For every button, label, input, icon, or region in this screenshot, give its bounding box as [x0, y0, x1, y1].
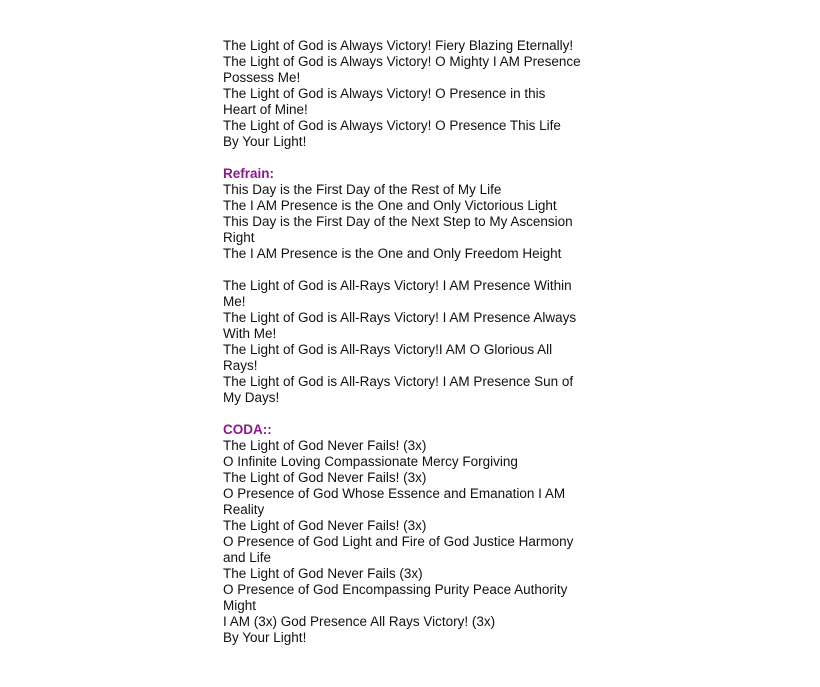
lyric-line: O Infinite Loving Compassionate Mercy Forgiving — [223, 454, 518, 469]
lyric-line: Might — [223, 598, 257, 613]
lyric-line: O Presence of God Encompassing Purity Peace Authority — [223, 582, 568, 597]
lyric-line: The Light of God is All-Rays Victory! I AM Presence Always — [223, 310, 577, 325]
lyric-line: The Light of God is Always Victory! O Presence in this — [223, 86, 546, 101]
lyric-line: Reality — [223, 502, 265, 517]
lyric-line: The Light of God is All-Rays Victory! I AM Presence Within — [223, 278, 572, 293]
coda-section — [223, 422, 603, 646]
lyric-line: The Light of God Never Fails (3x) — [223, 566, 423, 581]
lyric-line: Rays! — [223, 358, 258, 373]
stanza-gap — [223, 406, 603, 422]
lyric-line: Heart of Mine! — [223, 102, 308, 117]
lyric-line: The Light of God Never Fails! (3x) — [223, 470, 427, 485]
lyric-line: The Light of God is Always Victory! O Presence This Life — [223, 118, 561, 133]
lyric-line: With Me! — [223, 326, 277, 341]
lyric-line: The Light of God is All-Rays Victory!I AM O Glorious All — [223, 342, 553, 357]
lyric-line: The Light of God Never Fails! (3x) — [223, 518, 427, 533]
lyric-line: The I AM Presence is the One and Only Victorious Light — [223, 198, 557, 213]
lyrics-document — [223, 38, 603, 646]
lyric-line: By Your Light! — [223, 134, 307, 149]
stanza-2 — [223, 278, 603, 406]
lyric-line: The I AM Presence is the One and Only Freedom Height — [223, 246, 562, 261]
lyric-line: The Light of God Never Fails! (3x) — [223, 438, 427, 453]
stanza-gap — [223, 262, 603, 278]
lyric-line: and Life — [223, 550, 272, 565]
lyric-line: I AM (3x) God Presence All Rays Victory! (3x) — [223, 614, 496, 629]
lyric-line: This Day is the First Day of the Next Step to My Ascension — [223, 214, 573, 229]
lyric-line: Possess Me! — [223, 70, 301, 85]
refrain-section — [223, 166, 603, 262]
lyric-line: Right — [223, 230, 255, 245]
lyric-line: O Presence of God Whose Essence and Emanation I AM — [223, 486, 566, 501]
stanza-1 — [223, 38, 603, 150]
lyric-line: O Presence of God Light and Fire of God Justice Harmony — [223, 534, 574, 549]
lyric-line: The Light of God is All-Rays Victory! I AM Presence Sun of — [223, 374, 574, 389]
refrain-heading: Refrain: — [223, 166, 275, 181]
lyric-line: The Light of God is Always Victory! O Mighty I AM Presence — [223, 54, 581, 69]
lyric-line: This Day is the First Day of the Rest of My Life — [223, 182, 502, 197]
lyric-line: The Light of God is Always Victory! Fiery Blazing Eternally! — [223, 38, 574, 53]
stanza-gap — [223, 150, 603, 166]
coda-heading: CODA:: — [223, 422, 272, 437]
lyric-line: Me! — [223, 294, 246, 309]
lyric-line: My Days! — [223, 390, 280, 405]
lyric-line: By Your Light! — [223, 630, 307, 645]
